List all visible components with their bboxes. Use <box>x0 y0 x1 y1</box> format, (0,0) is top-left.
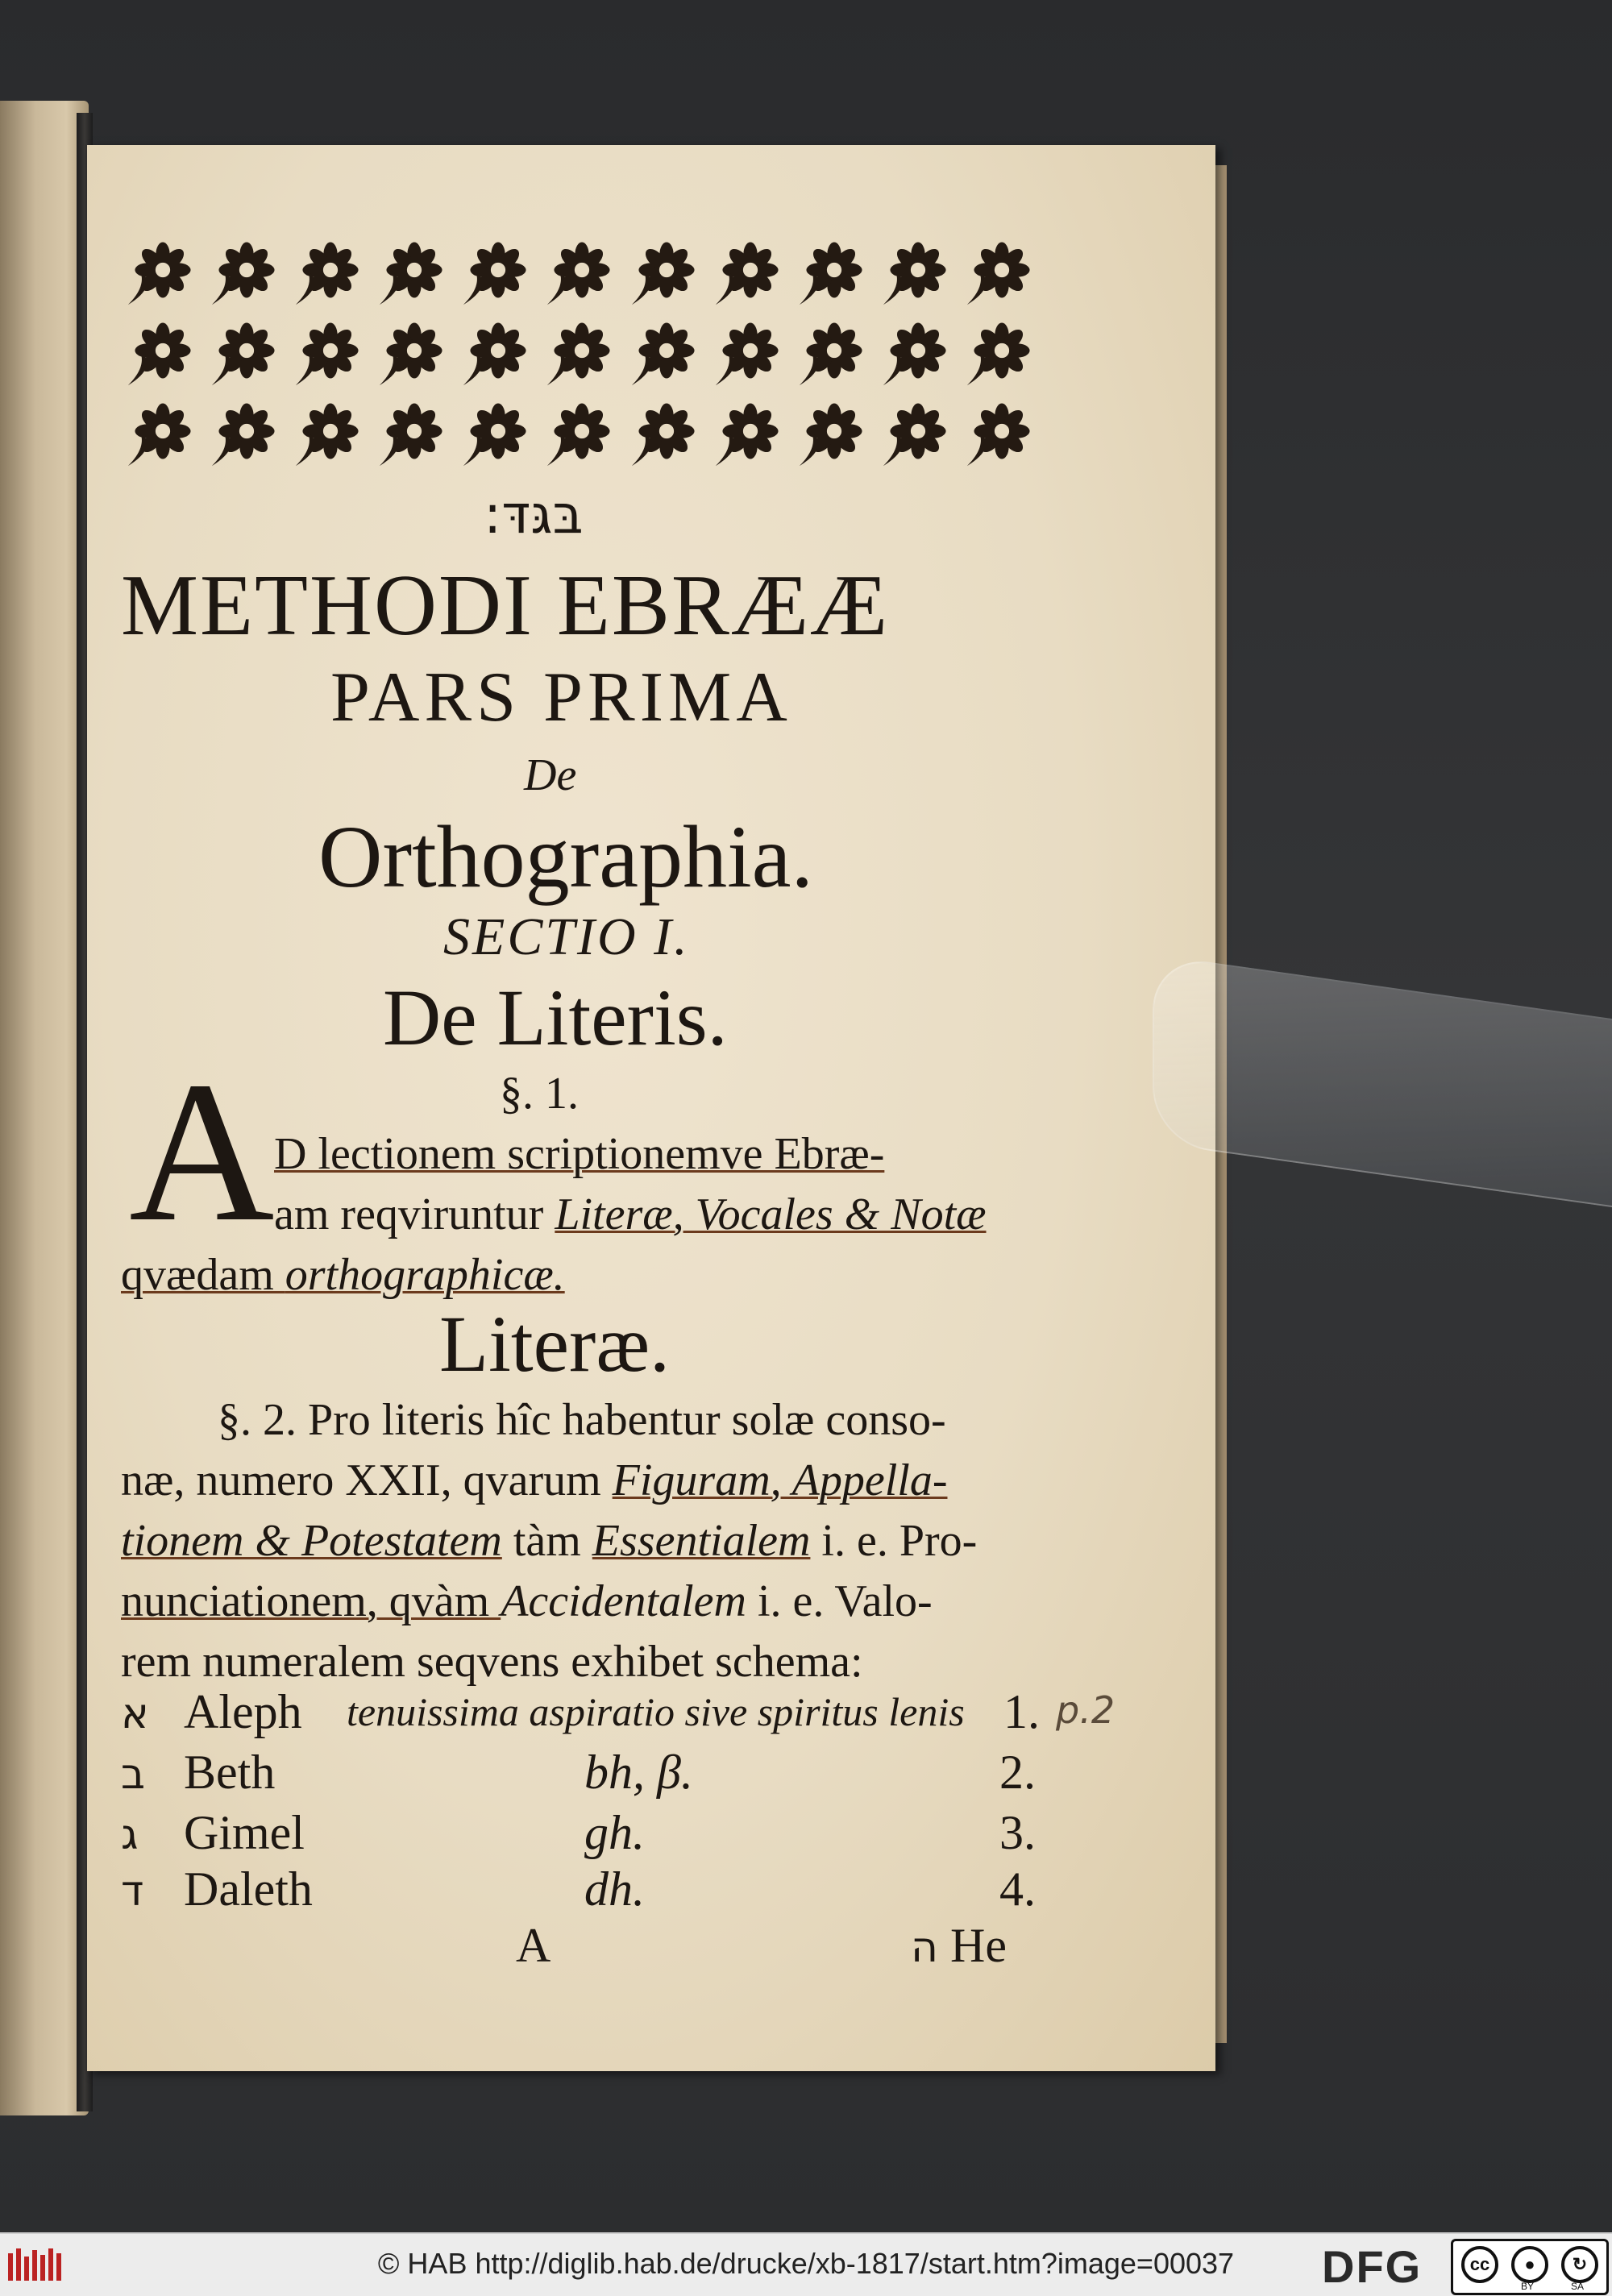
flower-ornament-icon <box>708 391 792 471</box>
margin-note: p.2 <box>1056 1688 1116 1732</box>
text-line-1: D lectionem scriptionemve Ebræ- <box>274 1129 885 1179</box>
body-line-4a: nunciationem, qvàm <box>121 1576 501 1626</box>
dfg-logo: DFG <box>1322 2241 1423 2292</box>
flower-ornament-icon <box>205 310 289 391</box>
flower-ornament-icon <box>456 391 540 471</box>
footer-bar <box>0 2232 1612 2296</box>
body-line-3 <box>121 1515 977 1567</box>
letter-row <box>121 1862 143 1917</box>
letter-row <box>121 1805 138 1861</box>
ornamental-headpiece <box>121 230 1044 471</box>
letter-hebrew: ב <box>121 1750 146 1799</box>
letter-row <box>121 1745 145 1800</box>
literae-heading: Literæ. <box>439 1299 671 1389</box>
flower-ornament-icon <box>372 230 456 310</box>
flower-ornament-icon <box>289 310 372 391</box>
body-line-1: §. 2. Pro literis hîc habentur solæ conso- <box>218 1395 946 1445</box>
letter-name: Beth <box>184 1746 276 1799</box>
flower-ornament-icon <box>625 310 708 391</box>
letter-hebrew: ד <box>121 1867 144 1916</box>
body-line-4 <box>121 1576 933 1627</box>
flower-ornament-icon <box>960 230 1044 310</box>
letter-description: tenuissima aspiratio sive spiritus lenis <box>347 1689 965 1734</box>
letter-hebrew: א <box>121 1690 149 1738</box>
flower-ornament-icon <box>708 230 792 310</box>
text-line-3 <box>121 1249 565 1301</box>
hebrew-title: בּגּדּ: <box>484 484 584 546</box>
catchword <box>911 1918 1007 1974</box>
flower-ornament-icon <box>205 230 289 310</box>
body-line-2a: næ, numero XXII, qvarum <box>121 1455 613 1505</box>
paragraph-number: §. 1. <box>500 1069 579 1119</box>
cc-sa-label: SA <box>1571 2281 1585 2292</box>
text-line-2 <box>274 1189 987 1240</box>
de-label: De <box>524 750 577 800</box>
letter-name: Gimel <box>184 1806 305 1859</box>
letter-row <box>121 1684 149 1740</box>
body-line-3a: tionem & Potestatem <box>121 1516 502 1566</box>
cc-license-badge[interactable] <box>1451 2239 1609 2295</box>
flower-ornament-icon <box>792 310 876 391</box>
flower-ornament-icon <box>121 230 205 310</box>
flower-ornament-icon <box>625 391 708 471</box>
cc-icon: cc <box>1461 2246 1498 2283</box>
letter-description: dh. <box>584 1862 645 1916</box>
letter-name: Daleth <box>184 1862 313 1916</box>
flower-ornament-icon <box>625 230 708 310</box>
orthographia-title: Orthographia. <box>318 808 813 906</box>
body-line-5: rem numeralem seqvens exhibet schema: <box>121 1637 863 1687</box>
signature-mark: A <box>516 1919 551 1972</box>
by-person-icon: ● <box>1511 2246 1548 2283</box>
part-title: PARS PRIMA <box>330 658 792 737</box>
previous-page-edge <box>0 101 89 2115</box>
text-line-2a: am reqviruntur <box>274 1190 555 1239</box>
cc-by-label: BY <box>1521 2281 1535 2292</box>
flower-ornament-icon <box>289 391 372 471</box>
main-title: METHODI EBRÆÆ <box>121 558 890 654</box>
text-line-3a: qvædam <box>121 1250 285 1300</box>
body-line-3b: tàm <box>501 1516 592 1566</box>
flower-ornament-icon <box>372 310 456 391</box>
body-line-3c: Essentialem <box>592 1516 811 1566</box>
letter-value: 3. <box>999 1806 1036 1859</box>
flower-ornament-icon <box>540 391 624 471</box>
flower-ornament-icon <box>792 230 876 310</box>
flower-ornament-icon <box>540 230 624 310</box>
text-line-3b: orthographicæ. <box>285 1250 565 1300</box>
flower-ornament-icon <box>876 391 960 471</box>
text-line-2b: Literæ, Vocales & Notæ <box>555 1190 987 1239</box>
share-alike-icon: ↻ <box>1561 2246 1598 2283</box>
flower-ornament-icon <box>876 230 960 310</box>
letter-name: Aleph <box>184 1685 302 1738</box>
letter-value: 1. <box>1003 1685 1040 1738</box>
body-line-3d: i. e. Pro- <box>810 1516 978 1566</box>
flower-ornament-icon <box>456 310 540 391</box>
catchword-hebrew: ה <box>911 1924 938 1972</box>
flower-ornament-icon <box>960 391 1044 471</box>
flower-ornament-icon <box>876 310 960 391</box>
flower-ornament-icon <box>456 230 540 310</box>
body-line-2 <box>121 1455 947 1506</box>
footer-copyright-link[interactable]: © HAB http://diglib.hab.de/drucke/xb-1817/start.htm?image=00037 <box>377 2247 1235 2280</box>
de-literis-heading: De Literis. <box>383 973 728 1062</box>
body-line-2b: Figuram, Appella- <box>612 1455 948 1505</box>
body-line-4c: i. e. Valo- <box>746 1576 933 1626</box>
section-heading: SECTIO I. <box>443 907 690 966</box>
letter-value: 2. <box>999 1746 1036 1799</box>
body-line-4b: Accidentalem <box>501 1576 746 1626</box>
flower-ornament-icon <box>121 310 205 391</box>
flower-ornament-icon <box>792 391 876 471</box>
flower-ornament-icon <box>205 391 289 471</box>
catchword-text: He <box>949 1919 1007 1972</box>
letter-description: gh. <box>584 1806 645 1859</box>
flower-ornament-icon <box>121 391 205 471</box>
flower-ornament-icon <box>708 310 792 391</box>
letter-description: bh, β. <box>584 1746 693 1799</box>
letter-hebrew: ג <box>121 1811 139 1859</box>
flower-ornament-icon <box>960 310 1044 391</box>
letter-value: 4. <box>999 1862 1036 1916</box>
flower-ornament-icon <box>372 391 456 471</box>
flower-ornament-icon <box>289 230 372 310</box>
flower-ornament-icon <box>540 310 624 391</box>
drop-capital: A <box>129 1040 275 1264</box>
